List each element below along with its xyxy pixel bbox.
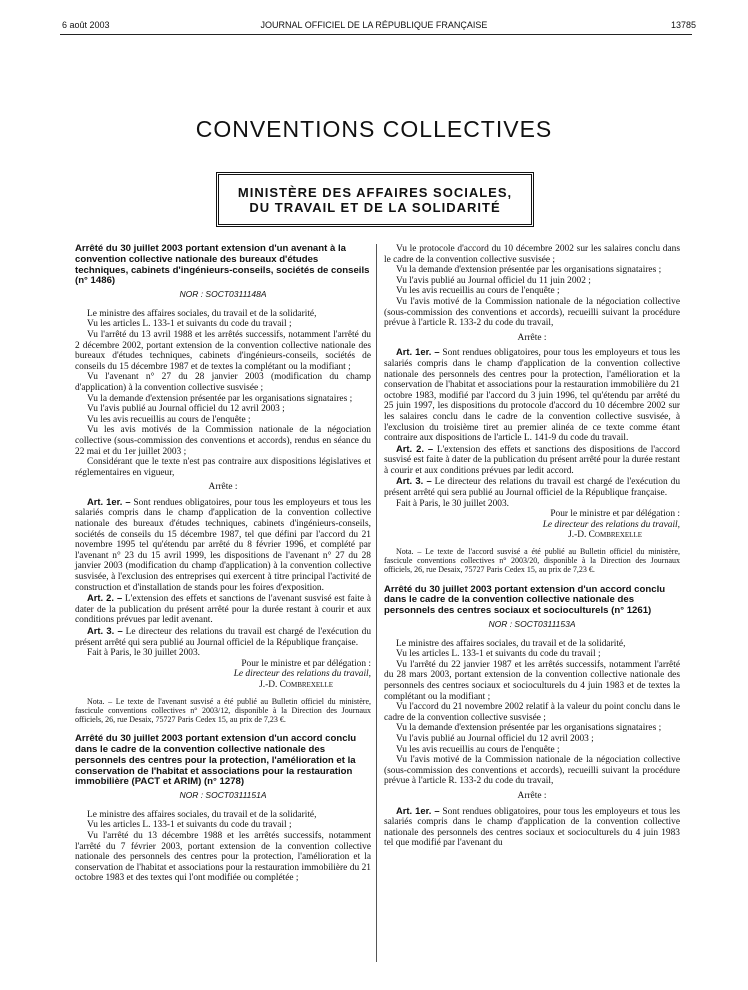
paragraph: Considérant que le texte n'est pas contraire aux dispositions législatives et réglementaires en vigueur, <box>75 457 371 478</box>
signature-name: J.-D. Combrexelle <box>568 530 642 541</box>
nor-reference: NOR : SOCT0311148A <box>179 289 267 300</box>
ministry-box <box>216 172 534 227</box>
paragraph: Le ministre des affaires sociales, du travail et de la solidarité, <box>87 809 317 820</box>
ministry-line-2: DU TRAVAIL ET DE LA SOLIDARITÉ <box>249 199 501 215</box>
paragraph: Vu les avis recueillis au cours de l'enquête ; <box>396 744 560 755</box>
signature-name: J.-D. Combrexelle <box>259 679 333 690</box>
signature-delegation: Pour le ministre et par délégation : <box>241 658 371 669</box>
left-column <box>75 244 371 884</box>
arrete-heading: Arrête : <box>517 332 547 343</box>
fait-a-paris: Fait à Paris, le 30 juillet 2003. <box>87 648 201 659</box>
fait-a-paris: Fait à Paris, le 30 juillet 2003. <box>396 498 510 509</box>
paragraph: Vu la demande d'extension présentée par les organisations signataires ; <box>87 393 353 404</box>
nota-note: Nota. – Le texte de l'avenant susvisé a été publié au Bulletin officiel du ministère, fascicule conventions collectives n° 2003/12, disponible à la Direction des Journaux officiels, 26, rue Desaix, 75727 Paris Cedex 15, au prix de 7,23 €. <box>75 696 371 724</box>
paragraph: Vu les articles L. 133-1 et suivants du code du travail ; <box>87 319 292 330</box>
paragraph: Vu l'arrêté du 13 avril 1988 et les arrêtés successifs, notamment l'arrêté du 2 décembre 2002, portant extension de la convention collective nationale des bureaux d'études techniques, cabinets d'ingénieurs-conseils, sociétés de conseils du 15 décembre 1987 et de textes la complétant ou la modifiant ; <box>75 329 371 372</box>
paragraph: Vu le protocole d'accord du 10 décembre 2002 sur les salaires conclu dans le cadre de la convention collective susvisée ; <box>384 244 680 265</box>
paragraph: Vu les avis recueillis au cours de l'enquête ; <box>87 414 251 425</box>
paragraph: Vu l'avis publié au Journal officiel du 12 avril 2003 ; <box>87 404 285 415</box>
ministry-line-1: MINISTÈRE DES AFFAIRES SOCIALES, <box>237 184 513 200</box>
paragraph: Vu la demande d'extension présentée par les organisations signataires ; <box>396 265 662 276</box>
paragraph: Vu l'arrêté du 13 décembre 1988 et les arrêtés successifs, notamment l'arrêté du 7 février 2003, portant extension de la convention collective nationale des personnels des centres pour la protection, l'amélioration et la conservation de l'habitat et associations pour la restauration immobilière du 21 octobre 1983 et des textes qui l'ont modifiée ou complétée ; <box>75 830 371 884</box>
paragraph: Vu l'avis motivé de la Commission nationale de la négociation collective (sous-commission des conventions et accords), recueilli suivant la procédure prévue à l'article R. 133-2 du code du travail, <box>384 296 680 329</box>
paragraph: Vu l'avis motivé de la Commission nationale de la négociation collective (sous-commission des conventions et accords), recueilli suivant la procédure prévue à l'article R. 133-2 du code du travail, <box>384 755 680 787</box>
decree-title-1278: Arrêté du 30 juillet 2003 portant extension d'un accord conclu dans le cadre de la convention collective nationale des personnels des centres pour la protection, l'amélioration et la conservation de l'habitat et associations pour la restauration immobilière (PACT et ARIM) (n° 1278) <box>75 733 357 788</box>
article-2: Art. 2. – L'extension des effets et sanctions des dispositions de l'accord susvisé est faite à dater de la publication du présent arrêté pour la durée restant à courir et aux conditions prévues par ledit accord. <box>384 442 680 476</box>
paragraph: Le ministre des affaires sociales, du travail et de la solidarité, <box>396 638 626 649</box>
paragraph: Vu l'avenant n° 27 du 28 janvier 2003 (modification du champ d'application) à la convention collective susvisée ; <box>75 372 371 393</box>
nor-reference: NOR : SOCT0311153A <box>488 619 576 630</box>
header-rule <box>60 34 692 35</box>
article-3: Art. 3. – Le directeur des relations du travail est chargé de l'exécution du présent arrêté qui sera publié au Journal officiel de la République française. <box>384 475 681 499</box>
paragraph: Vu l'avis publié au Journal officiel du 12 avril 2003 ; <box>396 733 594 744</box>
header-date: 6 août 2003 <box>62 20 110 30</box>
paragraph: Le ministre des affaires sociales, du travail et de la solidarité, <box>87 308 317 319</box>
paragraph: Vu l'accord du 21 novembre 2002 relatif à la valeur du point conclu dans le cadre de la convention collective susvisée ; <box>384 702 680 723</box>
nor-reference: NOR : SOCT0311151A <box>179 790 267 801</box>
nota-note: Nota. – Le texte de l'accord susvisé a été publié au Bulletin officiel du ministère, fascicule conventions collectives n° 2003/20, disponible à la Direction des Journaux officiels, 26, rue Desaix, 75727 Paris Cedex 15, au prix de 7,23 €. <box>384 547 680 575</box>
article-1: Art. 1er. – Sont rendues obligatoires, pour tous les employeurs et tous les salariés compris dans le champ d'application de la convention collective nationale des personnels des centres sociaux et socioculturels du 4 juin 1983 tel que modifié par l'avenant du <box>384 804 681 849</box>
header-journal: JOURNAL OFFICIEL DE LA RÉPUBLIQUE FRANÇAISE <box>260 20 488 30</box>
arrete-heading: Arrête : <box>517 790 547 801</box>
article-3: Art. 3. – Le directeur des relations du travail est chargé de l'exécution du présent arrêté qui sera publié au Journal officiel de la République française. <box>75 625 372 648</box>
paragraph: Vu l'avis publié au Journal officiel du 11 juin 2002 ; <box>396 275 591 286</box>
paragraph: Vu l'arrêté du 22 janvier 1987 et les arrêtés successifs, notamment l'arrêté du 28 mars 2003, portant extension de la convention collective nationale des personnels des centres sociaux et socioculturels du 4 juin 1983 et de textes la complétant ou la modifiant ; <box>384 659 680 702</box>
decree-title-1261: Arrêté du 30 juillet 2003 portant extension d'un accord conclu dans le cadre de la convention collective nationale des personnels des centres sociaux et socioculturels (n° 1261) <box>384 583 666 617</box>
signature-title: Le directeur des relations du travail, <box>233 669 371 680</box>
paragraph: Vu les avis motivés de la Commission nationale de la négociation collective (sous-commission des conventions et accords), rendus en séance du 22 mai et du 1er juillet 2003 ; <box>75 425 371 457</box>
section-title: CONVENTIONS COLLECTIVES <box>195 116 553 142</box>
right-column <box>384 244 680 849</box>
paragraph: Vu les articles L. 133-1 et suivants du code du travail ; <box>87 820 292 831</box>
header-page-number: 13785 <box>670 20 696 30</box>
signature-delegation: Pour le ministre et par délégation : <box>550 509 680 520</box>
paragraph: Vu les avis recueillis au cours de l'enquête ; <box>396 286 560 297</box>
signature-title: Le directeur des relations du travail, <box>542 519 680 530</box>
column-divider <box>376 244 377 962</box>
article-2: Art. 2. – L'extension des effets et sanctions de l'avenant susvisé est faite à dater de la publication du présent arrêté pour la durée restant à courir et aux conditions prévues par ledit avenant. <box>75 592 371 626</box>
article-1: Art. 1er. – Sont rendues obligatoires, pour tous les employeurs et tous les salariés compris dans le champ d'application de la convention collective nationale des bureaux d'études techniques, cabinets d'ingénieurs-conseils, sociétés de conseils du 15 décembre 1987, tel que défini par l'accord du 21 novembre 1995 tel qu'étendu par arrêté du 8 février 1996, et complété par l'avenant n° 23 du 15 avril 1999, les dispositions de l'avenant n° 27 du 28 janvier 2003 (modification du champ d'application) à la convention collective susvisée, à l'exclusion des entreprises qui exercent à titre principal l'activité de construction et d'installation de stands pour les foires d'exposition. <box>75 495 372 593</box>
paragraph: Vu les articles L. 133-1 et suivants du code du travail ; <box>396 649 601 660</box>
article-1: Art. 1er. – Sont rendues obligatoires, pour tous les employeurs et tous les salariés compris dans le champ d'application de la convention collective nationale des personnels des centres pour la protection, l'amélioration et la conservation de l'habitat et associations pour la restauration immobilière du 21 octobre 1983, modifié par l'accord du 3 juin 1996, tel qu'étendu par arrêté du 25 juin 1997, les dispositions du protocole d'accord du 10 décembre 2002 sur les salaires conclu dans le cadre de la convention collective susvisée, à l'exclusion du troisième tiret au premier alinéa de ce texte comme étant contraire aux dispositions de l'article L. 141-9 du code du travail. <box>384 346 681 444</box>
paragraph: Vu la demande d'extension présentée par les organisations signataires ; <box>396 723 662 734</box>
decree-title-1486: Arrêté du 30 juillet 2003 portant extension d'un avenant à la convention collective nationale des bureaux d'études techniques, cabinets d'ingénieurs-conseils, sociétés de conseils (n° 1486) <box>75 243 370 287</box>
arrete-heading: Arrête : <box>208 482 238 493</box>
